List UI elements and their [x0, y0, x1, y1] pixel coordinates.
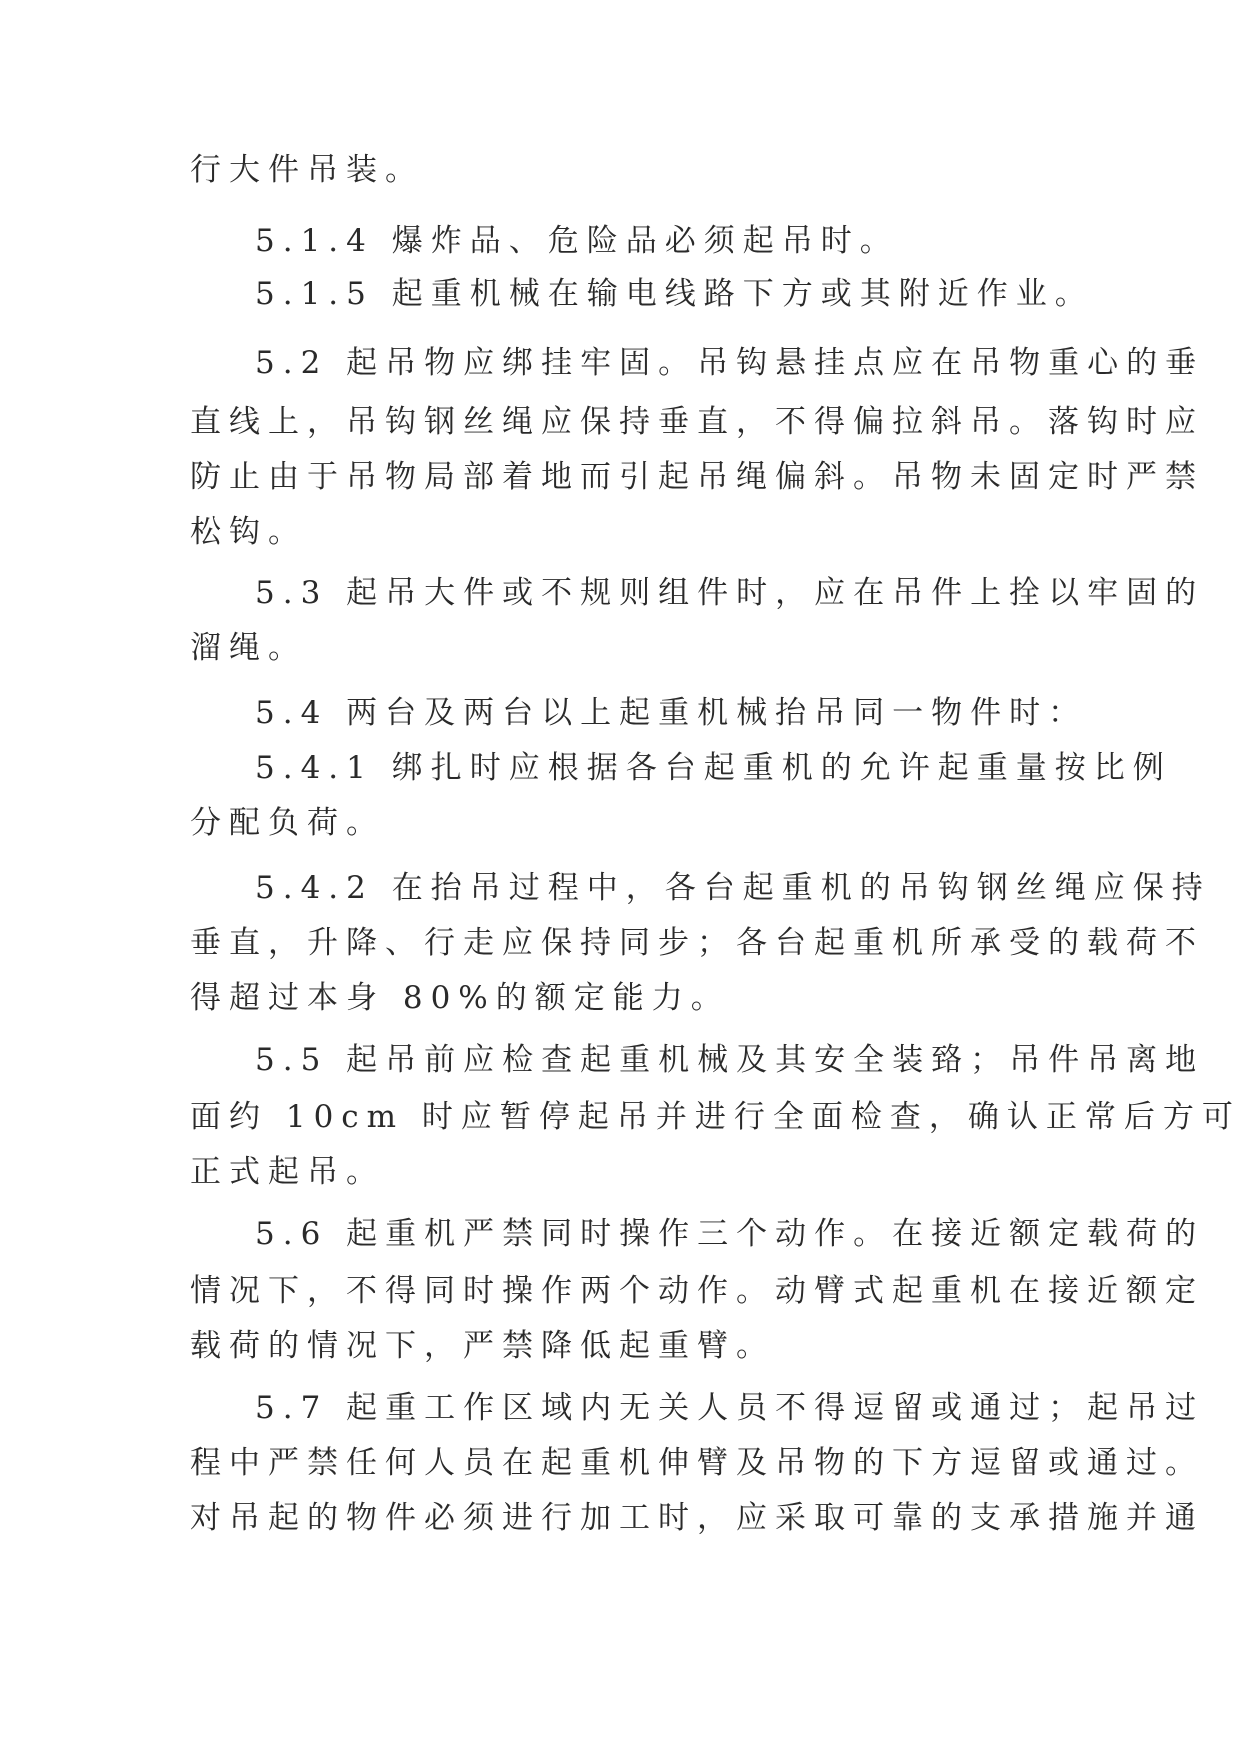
text-line: 面约 10cm 时应暂停起吊并进行全面检查，确认正常后方可	[190, 1099, 1241, 1135]
text-line: 5.3 起吊大件或不规则组件时，应在吊件上拴以牢固的	[255, 575, 1205, 611]
text-line: 程中严禁任何人员在起重机伸臂及吊物的下方逗留或通过。	[190, 1445, 1204, 1481]
text-line: 防止由于吊物局部着地而引起吊绳偏斜。吊物未固定时严禁	[190, 459, 1204, 495]
text-line: 5.2 起吊物应绑挂牢固。吊钩悬挂点应在吊物重心的垂	[255, 345, 1205, 381]
text-line: 5.5 起吊前应检查起重机械及其安全装臵；吊件吊离地	[255, 1042, 1205, 1078]
text-line: 正式起吊。	[190, 1154, 385, 1190]
text-line: 载荷的情况下，严禁降低起重臂。	[190, 1328, 775, 1364]
text-line: 垂直，升降、行走应保持同步；各台起重机所承受的载荷不	[190, 925, 1204, 961]
text-line: 5.7 起重工作区域内无关人员不得逗留或通过；起吊过	[255, 1390, 1205, 1426]
text-line: 得超过本身 80%的额定能力。	[190, 980, 730, 1016]
text-line: 情况下，不得同时操作两个动作。动臂式起重机在接近额定	[190, 1273, 1204, 1309]
text-line: 5.1.5 起重机械在输电线路下方或其附近作业。	[255, 276, 1094, 312]
text-line: 5.6 起重机严禁同时操作三个动作。在接近额定载荷的	[255, 1216, 1205, 1252]
text-line: 松钩。	[190, 514, 307, 550]
text-line: 5.1.4 爆炸品、危险品必须起吊时。	[255, 223, 899, 259]
text-line: 溜绳。	[190, 630, 307, 666]
text-line: 5.4 两台及两台以上起重机械抬吊同一物件时：	[255, 695, 1088, 731]
text-line: 5.4.1 绑扎时应根据各台起重机的允许起重量按比例	[255, 750, 1172, 786]
text-line: 行大件吊装。	[190, 152, 424, 188]
text-line: 5.4.2 在抬吊过程中，各台起重机的吊钩钢丝绳应保持	[255, 870, 1211, 906]
text-line: 直线上，吊钩钢丝绳应保持垂直，不得偏拉斜吊。落钩时应	[190, 404, 1204, 440]
text-line: 对吊起的物件必须进行加工时，应采取可靠的支承措施并通	[190, 1500, 1204, 1536]
text-line: 分配负荷。	[190, 805, 385, 841]
